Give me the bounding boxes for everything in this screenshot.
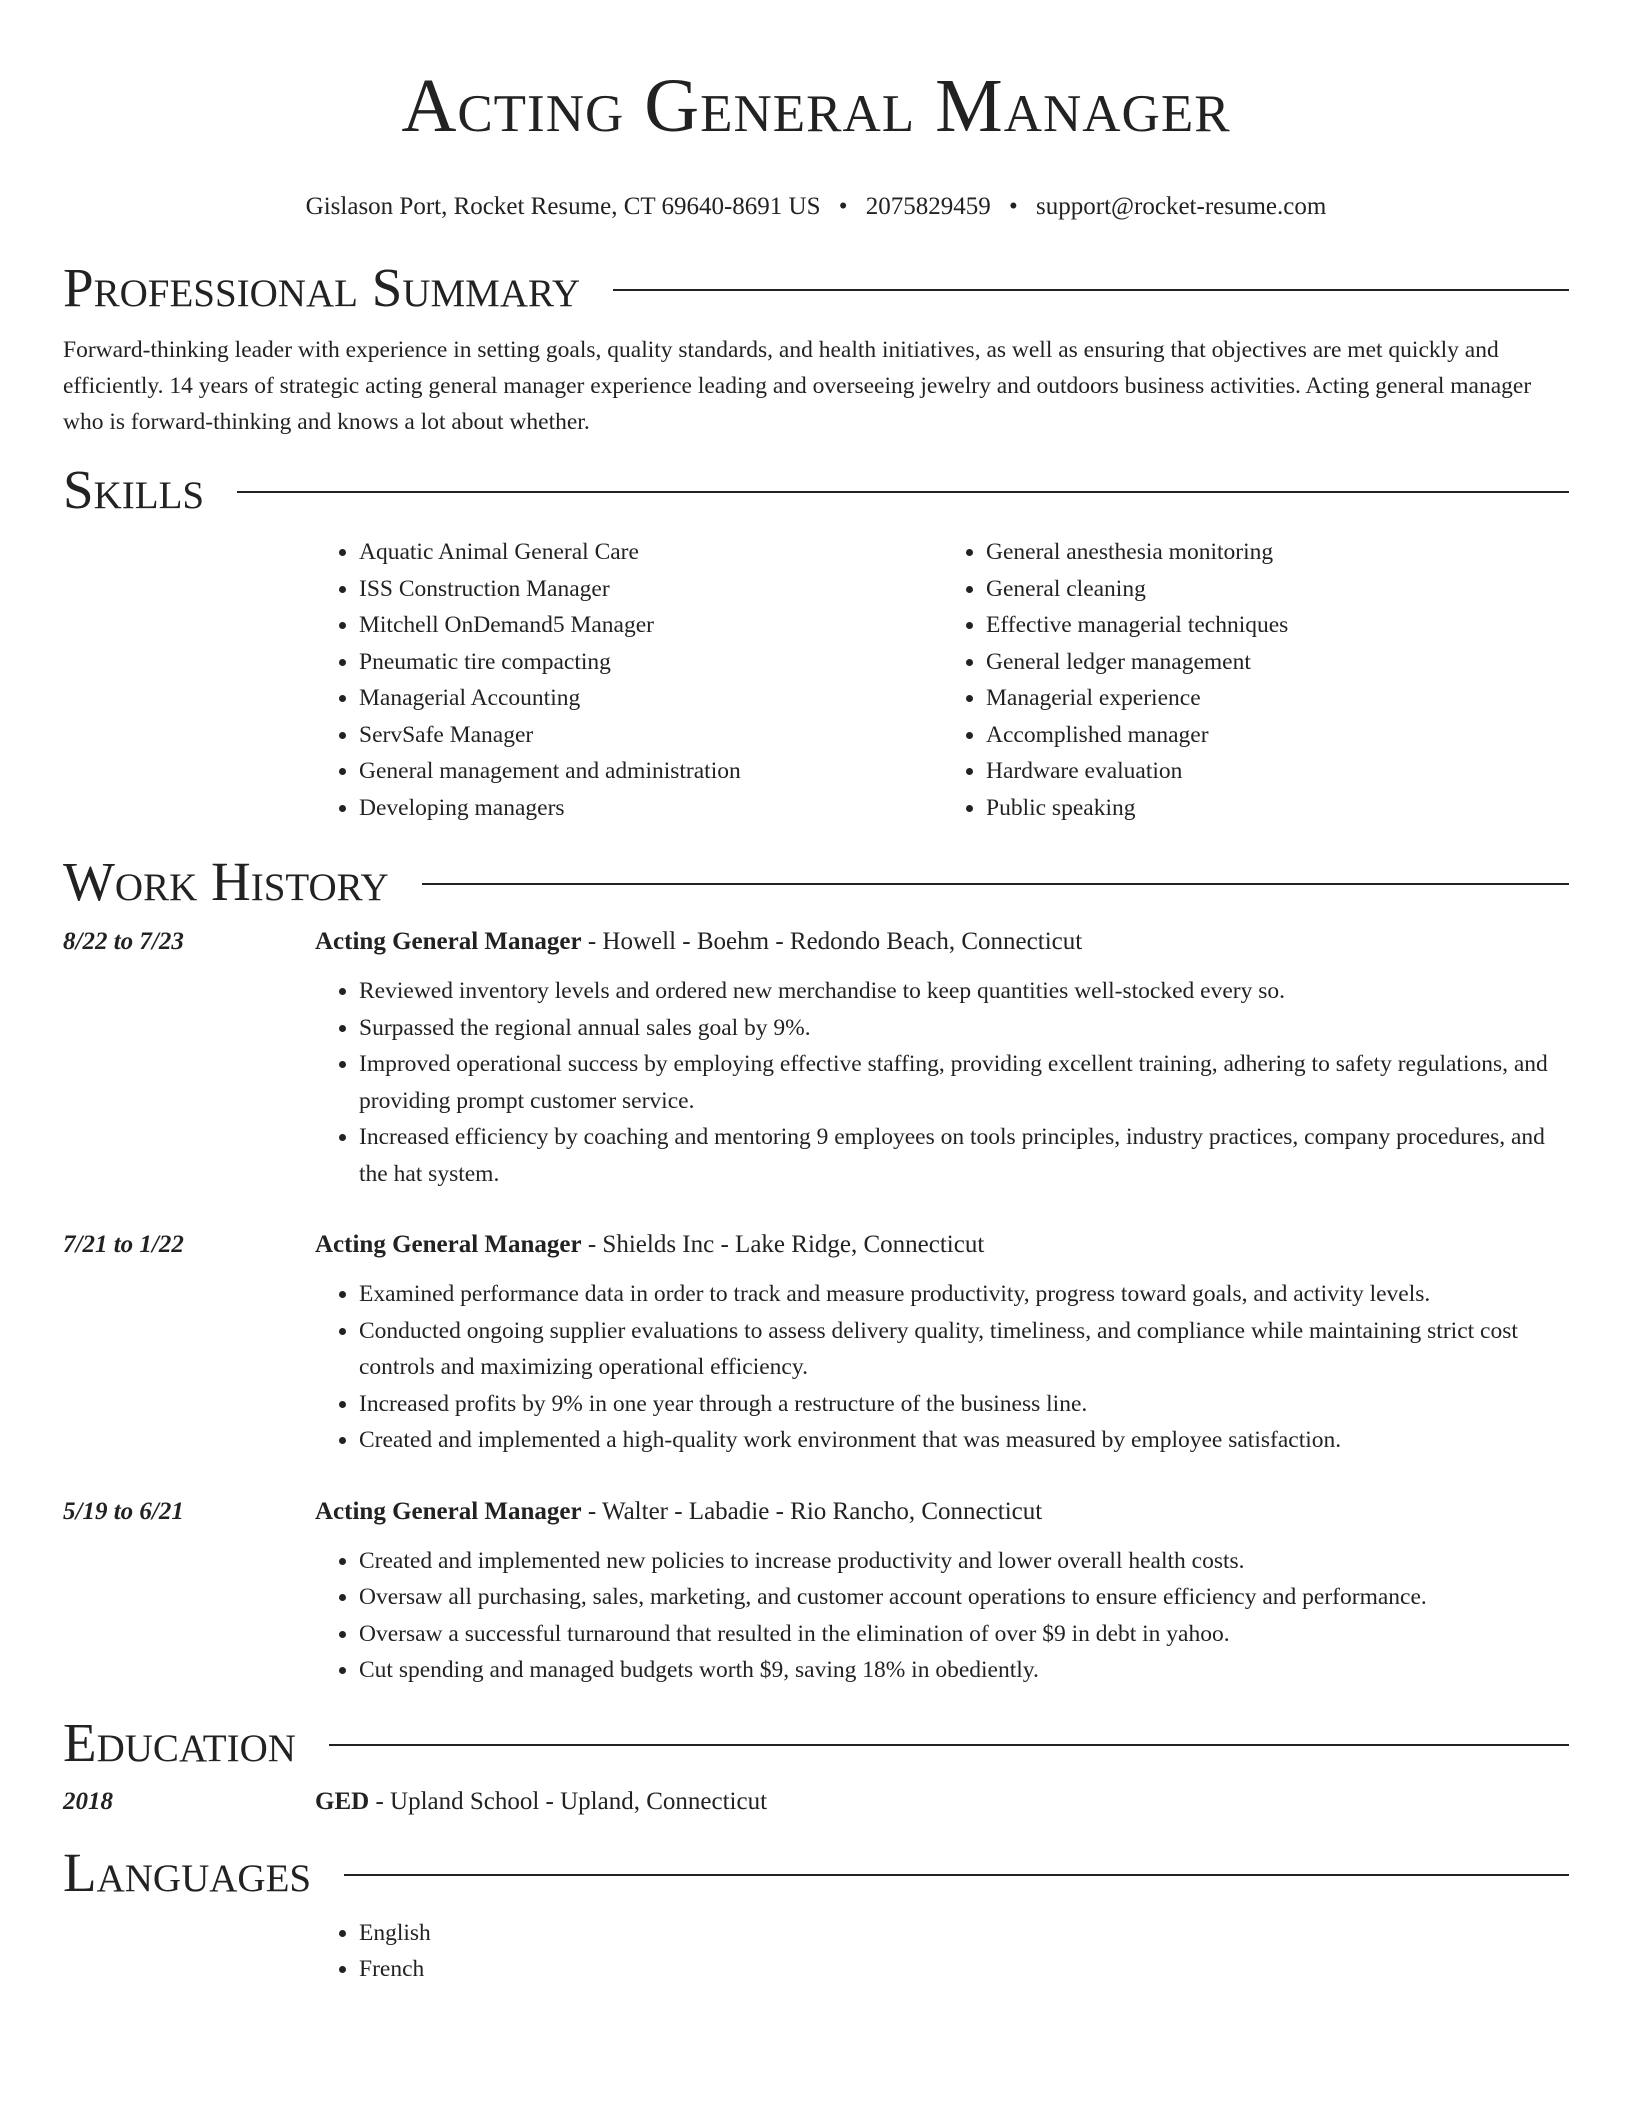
skill-item: • Aquatic Animal General Care (359, 534, 942, 571)
job-header (63, 925, 1569, 959)
contact-phone: 2075829459 (865, 193, 991, 220)
education-details: - Upland School - Upland, Connecticut (369, 1787, 768, 1815)
job-bullet: • Increased profits by 9% in one year through a restructure of the business line. (359, 1386, 1569, 1423)
skills-grid (315, 534, 1569, 826)
skill-item: • Public speaking (986, 790, 1569, 827)
job-title (315, 1228, 984, 1262)
skill-item: • ISS Construction Manager (359, 571, 942, 608)
job-header (63, 1228, 1569, 1262)
skill-item: • Developing managers (359, 790, 942, 827)
section-divider (344, 1874, 1569, 1876)
skill-item: • Mitchell OnDemand5 Manager (359, 607, 942, 644)
job-title (315, 925, 1082, 959)
job-bullets (315, 1276, 1569, 1459)
skill-item: • Accomplished manager (986, 717, 1569, 754)
job-details: - Howell - Boehm - Redondo Beach, Connecticut (581, 928, 1083, 955)
job-bullet: • Improved operational success by employing effective staffing, providing excellent training, adhering to safety regulations, and providing prompt customer service. (359, 1046, 1569, 1119)
job-role: Acting General Manager (315, 1497, 582, 1525)
section-divider (237, 491, 1569, 493)
job-dates: 8/22 to 7/23 (63, 928, 184, 955)
education-section-title: Education (63, 1711, 296, 1773)
job-title (315, 1495, 1042, 1529)
job-header (63, 1495, 1569, 1529)
section-divider (329, 1744, 1569, 1746)
skills-list-right (942, 534, 1569, 826)
job-entry (63, 1228, 1569, 1459)
job-details: - Walter - Labadie - Rio Rancho, Connecticut (581, 1497, 1043, 1525)
job-bullet: • Oversaw a successful turnaround that resulted in the elimination of over $9 in debt in yahoo. (359, 1616, 1569, 1653)
education-entry (63, 1785, 1569, 1819)
section-divider (613, 289, 1569, 291)
job-bullet-list (315, 1543, 1569, 1689)
language-item: • English (359, 1915, 1569, 1952)
job-bullet: • Created and implemented new policies to increase productivity and lower overall health costs. (359, 1543, 1569, 1580)
work-section-header (63, 852, 1569, 912)
skill-item: • Pneumatic tire compacting (359, 644, 942, 681)
contact-line (63, 192, 1569, 222)
job-bullet-list (315, 1276, 1569, 1459)
contact-address: Gislason Port, Rocket Resume, CT 69640-8691 US (305, 193, 821, 220)
work-history-list (63, 925, 1569, 1689)
job-bullet: • Cut spending and managed budgets worth $9, saving 18% in obediently. (359, 1652, 1569, 1689)
job-bullet: • Increased efficiency by coaching and mentoring 9 employees on tools principles, industry practices, company procedures, and the hat system. (359, 1119, 1569, 1192)
skill-item: • Effective managerial techniques (986, 607, 1569, 644)
summary-section-header (63, 258, 1569, 318)
summary-text: Forward-thinking leader with experience in setting goals, quality standards, and health initiatives, as well as ensuring that objectives are met quickly and efficiently. 14 years of strategic acting general manager experience leading and overseeing jewelry and outdoors business activities. Acting general manager who is forward-thinking and knows a lot about whether. (63, 337, 1532, 435)
job-dates: 7/21 to 1/22 (63, 1231, 184, 1258)
skill-item: • Hardware evaluation (986, 753, 1569, 790)
education-year: 2018 (63, 1787, 113, 1815)
section-divider (422, 883, 1569, 885)
languages-section-header (63, 1843, 1569, 1903)
education-title (315, 1785, 767, 1819)
summary-section-title: Professional Summary (63, 257, 581, 318)
job-bullet: • Surpassed the regional annual sales goal by 9%. (359, 1010, 1569, 1047)
skill-item: • General anesthesia monitoring (986, 534, 1569, 571)
resume-name: Acting General Manager (401, 64, 1231, 148)
education-degree: GED (315, 1787, 370, 1815)
skill-item: • ServSafe Manager (359, 717, 942, 754)
job-bullet: • Conducted ongoing supplier evaluations to assess delivery quality, timeliness, and compliance while maintaining strict cost controls and maximizing operational efficiency. (359, 1313, 1569, 1386)
skill-item: • Managerial Accounting (359, 680, 942, 717)
job-bullets (315, 973, 1569, 1192)
job-entry (63, 925, 1569, 1192)
job-bullet-list (315, 973, 1569, 1192)
contact-separator: • (838, 193, 848, 220)
job-details: - Shields Inc - Lake Ridge, Connecticut (581, 1231, 985, 1258)
job-dates: 5/19 to 6/21 (63, 1497, 184, 1525)
skills-list-left (315, 534, 942, 826)
contact-email: support@rocket-resume.com (1036, 193, 1327, 220)
skill-item: • General management and administration (359, 753, 942, 790)
job-role: Acting General Manager (315, 1231, 582, 1258)
skills-section-header (63, 460, 1569, 520)
job-bullet: • Reviewed inventory levels and ordered new merchandise to keep quantities well-stocked every so. (359, 973, 1569, 1010)
skill-item: • General cleaning (986, 571, 1569, 608)
contact-separator: • (1009, 193, 1018, 220)
job-role: Acting General Manager (315, 928, 582, 955)
job-bullet: • Examined performance data in order to track and measure productivity, progress toward goals, and activity levels. (359, 1276, 1569, 1313)
work-section-title: Work History (63, 851, 389, 912)
language-item: • French (359, 1951, 1569, 1988)
job-bullets (315, 1543, 1569, 1689)
skill-item: • General ledger management (986, 644, 1569, 681)
job-entry (63, 1495, 1569, 1689)
skills-section-title: Skills (63, 459, 205, 520)
job-bullet: • Created and implemented a high-quality work environment that was measured by employee satisfaction. (359, 1422, 1569, 1459)
skill-item: • Managerial experience (986, 680, 1569, 717)
languages-block (315, 1915, 1569, 1988)
education-section-header (63, 1713, 1569, 1773)
languages-section-title: Languages (63, 1841, 312, 1903)
languages-list (315, 1915, 1569, 1988)
job-bullet: • Oversaw all purchasing, sales, marketing, and customer account operations to ensure efficiency and performance. (359, 1579, 1569, 1616)
